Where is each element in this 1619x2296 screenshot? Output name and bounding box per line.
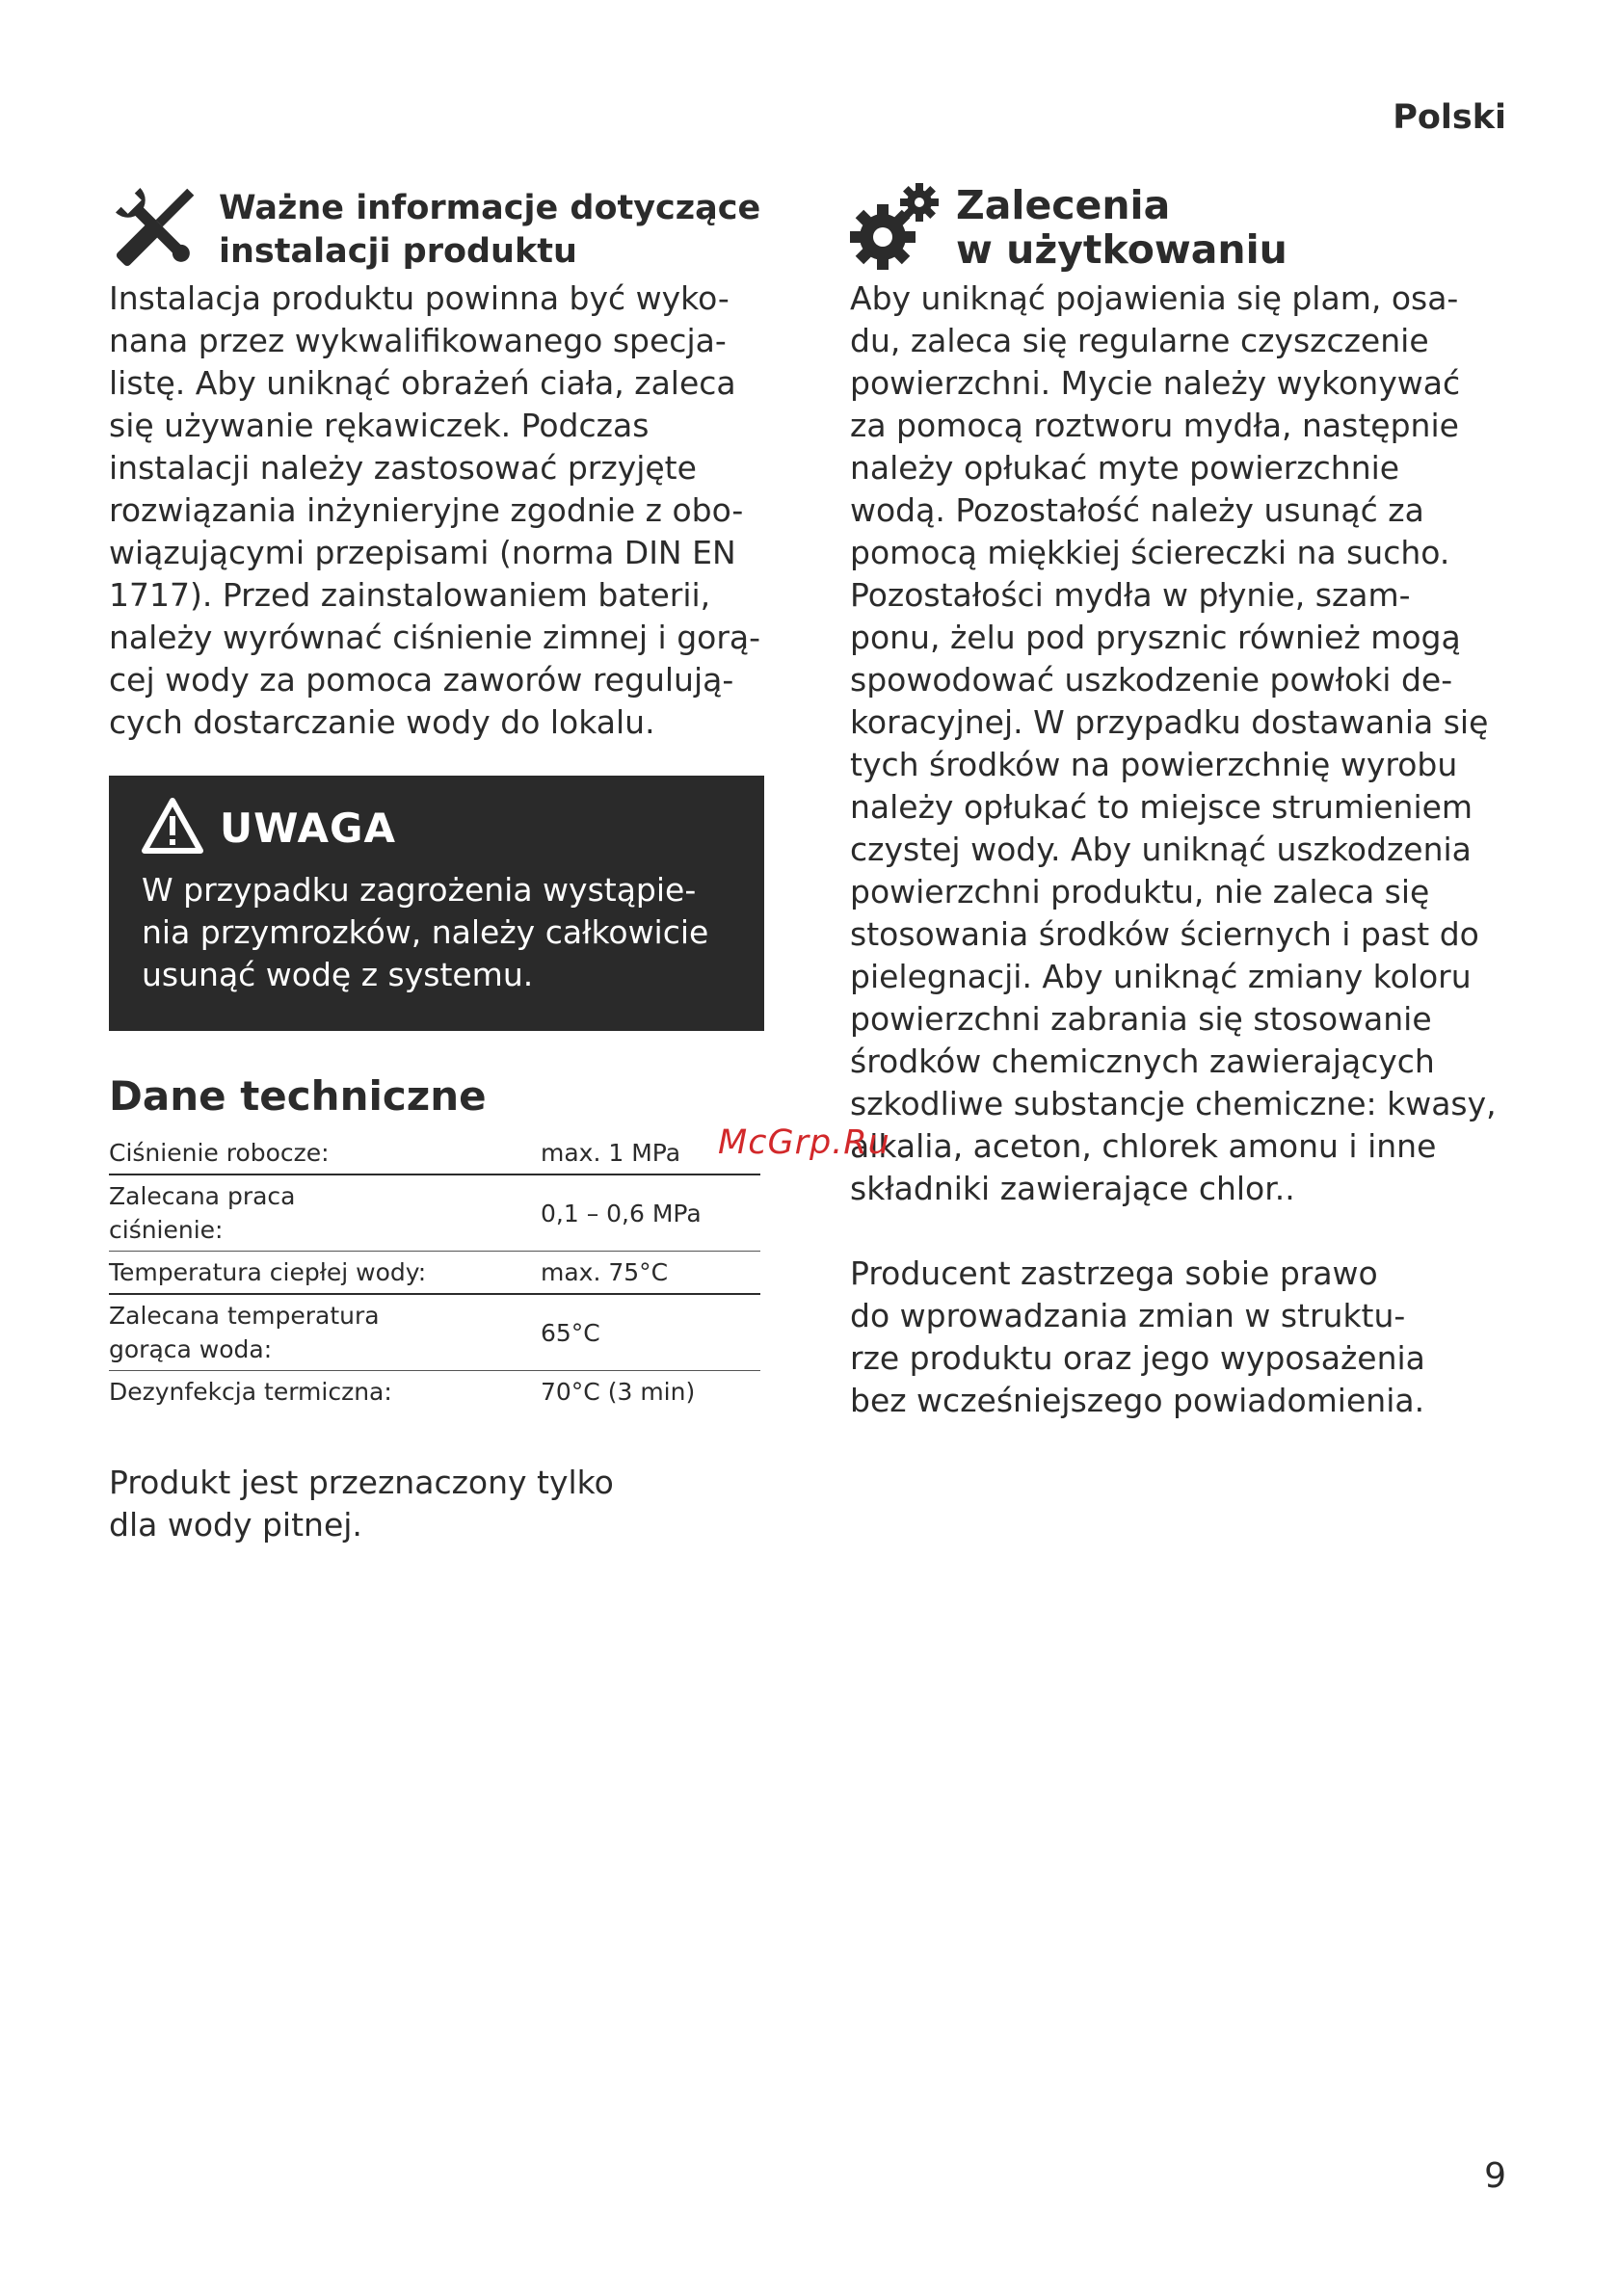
installation-title: Ważne informacje dotyczące instalacji produktu [219,189,761,271]
potable-water-note: Produkt jest przeznaczony tylko dla wody pitnej. [109,1464,614,1544]
warning-triangle-icon [141,797,204,855]
usage-heading [850,181,1515,277]
usage-title: Zalecenia w użytkowaniu [956,182,1287,273]
installation-text: Instalacja produktu powinna być wyko- nana przez wykwalifikowanego specja- listę. Aby uniknąć obrażeń ciała, zaleca się używanie rękawiczek. Podczas instalacji należy zastosować przyjęte rozwiązania inżynieryjne zgodnie z obo- wiązującymi przepisami (norma DIN EN 1717). Przed zainstalowaniem baterii, należy wyrównać ciśnienie zimnej i gorą- cej wody za pomoca zaworów regulują- cych dostarczanie wody do lokalu. [109,279,761,741]
watermark-text: McGrp.Ru [718,1123,890,1162]
warning-text: W przypadku zagrożenia wystąpie- nia przymrozków, należy całkowicie usunąć wodę z systemu. [142,871,709,993]
installation-heading [109,181,764,277]
table-row [109,1294,760,1371]
tech-label: Zalecana praca ciśnienie: [109,1174,541,1252]
warning-box [109,776,764,1031]
installation-section [109,181,764,744]
gears-icon [850,181,942,274]
table-row [109,1252,760,1295]
tech-value: max. 1 MPa [541,1132,760,1174]
table-row [109,1371,760,1413]
usage-text: Aby uniknąć pojawienia się plam, osa- du, zaleca się regularne czyszczenie powierzchni. Mycie należy wykonywać za pomocą roztworu mydła, następnie należy opłukać myte powierzchnie wodą. Pozostałość należy usunąć za pomocą miękkiej ściereczki na sucho. Pozostałości mydła w płynie, szam- ponu, żelu pod prysznic również mogą spowodować uszkodzenie powłoki de- koracyjnej. W przypadku dostawania się tych środków na powierzchnię wyrobu należy opłukać to miejsce strumieniem czystej wody. Aby uniknąć uszkodzenia powierzchni produktu, nie zaleca się stosowania środków ściernych i past do pielegnacji. Aby uniknąć zmiany koloru powierzchni zabrania się stosowanie środków chemicznych zawierających szkodliwe substancje chemiczne: kwasy, alkalia, aceton, chlorek amonu i inne składniki zawierające chlor.. [850,279,1497,1207]
tech-label: Zalecana temperatura gorąca woda: [109,1294,541,1371]
tech-value: 65°C [541,1294,760,1371]
tech-data-title: Dane techniczne [109,1072,487,1120]
manufacturer-note: Producent zastrzega sobie prawo do wprowadzania zmian w struktu- rze produktu oraz jego wyposażenia bez wcześniejszego powiadomienia. [850,1254,1425,1419]
warning-title: UWAGA [220,805,397,852]
page-number: 9 [1484,2156,1506,2196]
tech-label: Dezynfekcja termiczna: [109,1378,392,1406]
language-label: Polski [1393,98,1506,137]
tech-label: Temperatura ciepłej wody: [109,1252,541,1295]
tech-value: 70°C (3 min) [541,1378,696,1406]
table-row [109,1132,760,1174]
tech-data-table [109,1132,760,1412]
table-row [109,1174,760,1252]
tools-icon [109,181,201,274]
tech-value: max. 75°C [541,1252,760,1295]
tech-label: Ciśnienie robocze: [109,1132,541,1174]
usage-section [850,181,1515,1422]
tech-value: 0,1 – 0,6 MPa [541,1174,760,1252]
